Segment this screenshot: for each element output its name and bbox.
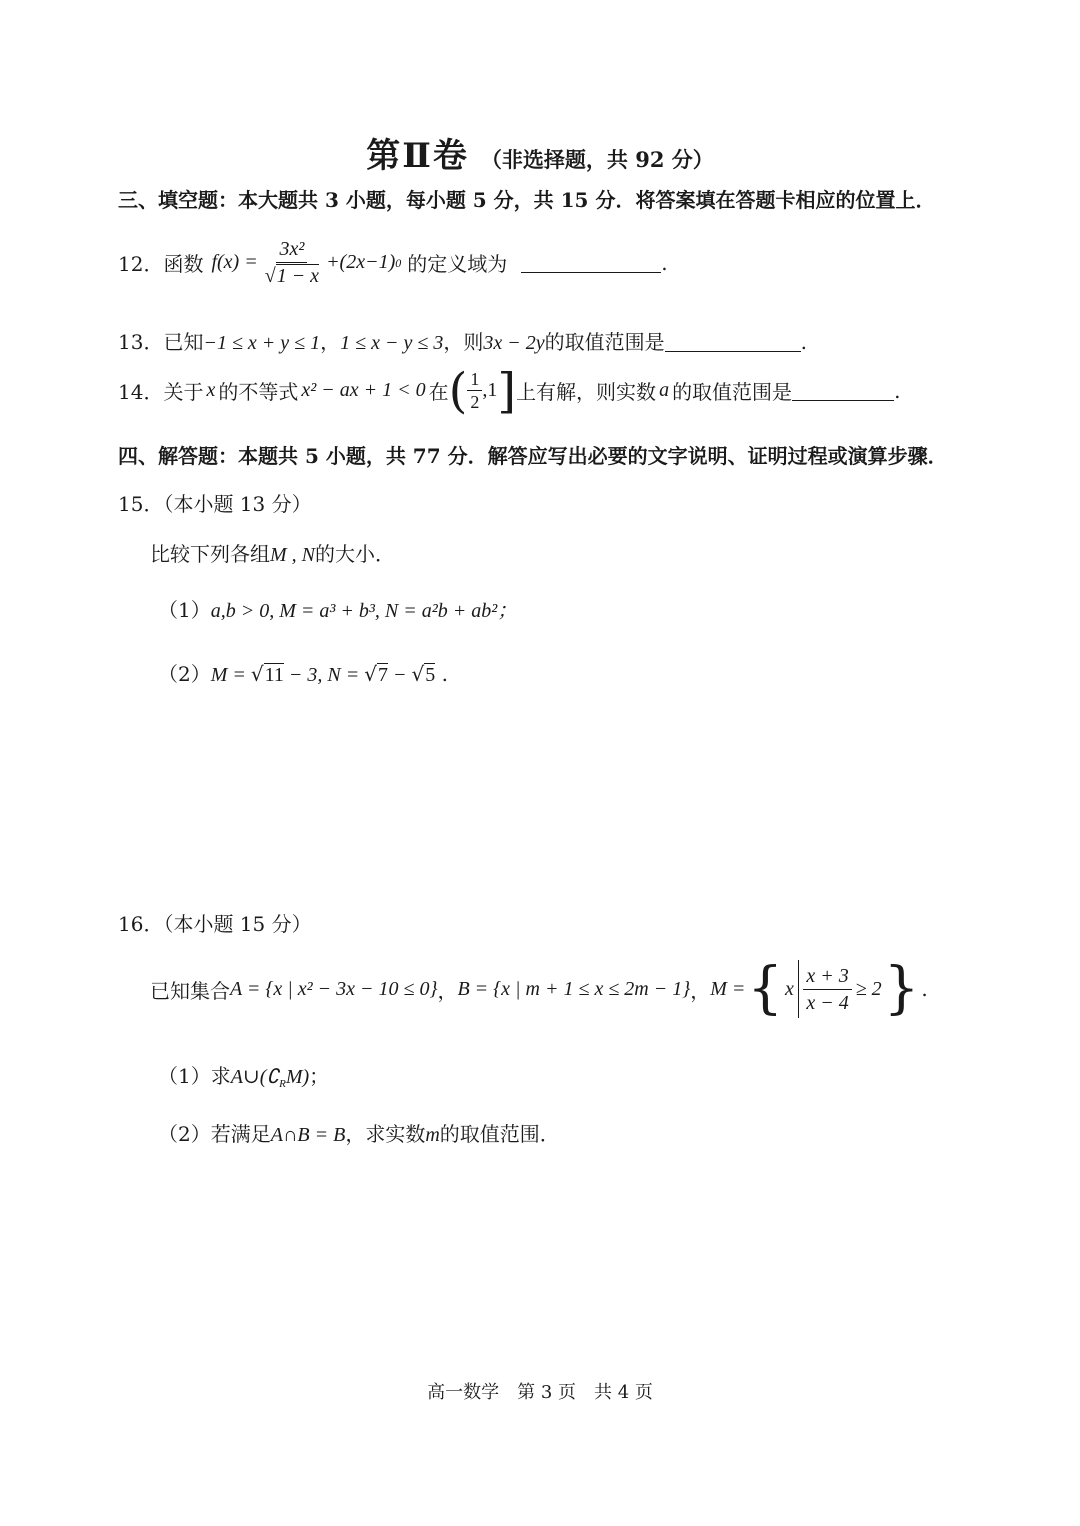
q15-part2-end: . (435, 662, 448, 686)
q14-mid1: 的不等式 (218, 380, 299, 404)
question-15-part-1 (158, 594, 517, 623)
question-15-header (118, 488, 312, 517)
q16-set-m-bar (798, 960, 799, 1018)
q14-param: a (659, 379, 670, 401)
q16-part1-label: （1）求 (158, 1064, 231, 1088)
q16-set-m-right: ≥ 2 (855, 977, 882, 1000)
page-title (0, 128, 1080, 177)
q15-points: （本小题 13 分） (163, 492, 312, 516)
q15-part2-m: M = (210, 664, 251, 686)
q14-suffix: 的取值范围是 (672, 380, 793, 404)
q16-sep1: ， (437, 978, 458, 1003)
question-16-part-2 (158, 1118, 560, 1147)
q16-end: . (921, 977, 928, 1001)
question-16-part-1 (158, 1060, 329, 1089)
q16-part2-expr: A∩B = B (270, 1124, 346, 1146)
q16-part2-mid: ，求实数 (345, 1122, 426, 1146)
question-13 (118, 326, 807, 355)
question-15-part-2: （2）M = √11 − 3, N = √7 − √5 . (158, 662, 448, 686)
q12-intro: 函数 (163, 252, 204, 276)
q14-interval-fraction (467, 368, 482, 413)
q12-radicand: 1 − x (276, 265, 320, 287)
q12-end: . (661, 250, 668, 275)
volume-subtitle: （非选择题，共 92 分） (480, 147, 714, 172)
question-15-prompt (150, 538, 395, 567)
q16-part1-expr: A∪(∁ (230, 1066, 280, 1088)
q16-set-a: A = {x | x² − 3x − 10 ≤ 0} (230, 977, 438, 1000)
q15-prompt-text: 比较下列各组 (150, 542, 270, 566)
q16-sep2: ， (690, 978, 711, 1003)
section-4-heading: 四、解答题：本题共 5 小题，共 77 分．解答应写出必要的文字说明、证明过程或演算步骤． (118, 444, 948, 468)
section-3-heading: 三、填空题：本大题共 3 小题，每小题 5 分，共 15 分．将答案填在答题卡相应的位置上． (118, 188, 936, 212)
q13-suffix: 的取值范围是 (544, 330, 665, 354)
q14-end: . (894, 378, 901, 403)
q16-part1-end: ； (309, 1064, 330, 1088)
q12-fraction (262, 236, 322, 289)
q14-mid2: 在 (428, 380, 449, 404)
q12-answer-blank[interactable] (521, 252, 661, 273)
q12-number: 12． (118, 252, 164, 276)
q14-interval-right: ,1 (482, 379, 498, 401)
q16-set-m-left: M = (710, 977, 746, 1000)
q15-prompt-vars: M , N (270, 544, 315, 566)
q14-intro: 关于 (163, 380, 204, 404)
q12-func: f(x) = (211, 251, 258, 273)
q16-part2-param: m (425, 1124, 440, 1146)
q13-cond2: 1 ≤ x − y ≤ 3 (340, 332, 444, 354)
q16-points: （本小题 15 分） (163, 912, 312, 936)
q16-set-m-den: x − 4 (806, 991, 849, 1014)
q12-tail: +(2x−1) (326, 251, 396, 273)
q16-set-b: B = {x | m + 1 ≤ x ≤ 2m − 1} (457, 977, 691, 1000)
q15-prompt-end: 的大小． (315, 542, 395, 566)
question-12: 12． 函数 f(x) = $\frac{\text{3x²}}{√1 - x}$ +(2x−1) 0 的定义域为 . (118, 238, 668, 287)
q12-suffix: 的定义域为 (407, 252, 508, 276)
q14-mid3: 上有解，则实数 (516, 380, 657, 404)
q16-set-m-var: x (785, 977, 794, 1000)
q15-part2-mid: − 3, N = (283, 664, 365, 686)
q16-intro: 已知集合 (150, 978, 230, 1003)
q13-answer-blank[interactable] (665, 331, 801, 352)
volume-title: 第Ⅱ卷 (366, 136, 469, 176)
q15-part2-minus: − (388, 664, 412, 686)
q13-number: 13． (118, 330, 164, 354)
question-16-header (118, 908, 312, 937)
q14-interval-den: 2 (470, 392, 480, 412)
q16-part2-end: 的取值范围． (439, 1122, 560, 1146)
q14-var: x (206, 379, 216, 401)
q16-number: 16． (118, 912, 164, 936)
q12-numerator: 3x² (276, 236, 307, 263)
page-footer: 高一数学 第 3 页 共 4 页 (427, 1382, 653, 1403)
q12-denominator: √1 − x (264, 265, 320, 287)
q13-intro: 已知 (163, 330, 204, 354)
q13-expr: 3x − 2y (483, 332, 545, 354)
q13-end: . (800, 330, 807, 354)
q16-part1-tail: M) (285, 1066, 310, 1088)
q14-interval-num: 1 (467, 368, 482, 391)
q16-part1-sub: R (279, 1078, 286, 1090)
q14-inequality: x² − ax + 1 < 0 (301, 379, 426, 401)
q14-number: 14． (118, 380, 164, 404)
q15-part2-label: （2） (158, 662, 211, 686)
q14-answer-blank[interactable] (792, 380, 894, 401)
q15-part2-radicand-7: 7 (378, 664, 388, 686)
q13-sep: ， (320, 330, 341, 354)
q13-mid: ，则 (443, 330, 484, 354)
q15-part2-radicand-11: 11 (264, 664, 284, 686)
q15-part1-label: （1） (158, 598, 211, 622)
q15-number: 15． (118, 492, 164, 516)
q15-part1-expr: a,b > 0, M = a³ + b³, N = a²b + ab²； (210, 600, 518, 622)
q15-part2-radicand-5: 5 (425, 664, 436, 686)
q16-set-m-fraction (803, 963, 851, 1016)
question-16-sets: 已知集合 A = {x | x² − 3x − 10 ≤ 0} ， B = {x | m + 1 ≤ x ≤ 2m − 1} ， M = { x $\frac{x + 3}{x - 4}$ ≥ 2 } . (150, 956, 928, 1021)
q13-cond1: −1 ≤ x + y ≤ 1 (203, 332, 321, 354)
q16-set-m-num: x + 3 (803, 963, 851, 990)
q16-part2-label: （2）若满足 (158, 1122, 271, 1146)
question-14: 14． 关于 x 的不等式 x² − ax + 1 < 0 在 ( $\frac{1}{2}$ ,1 ] 上有解，则实数 a 的取值范围是 . (118, 362, 901, 419)
